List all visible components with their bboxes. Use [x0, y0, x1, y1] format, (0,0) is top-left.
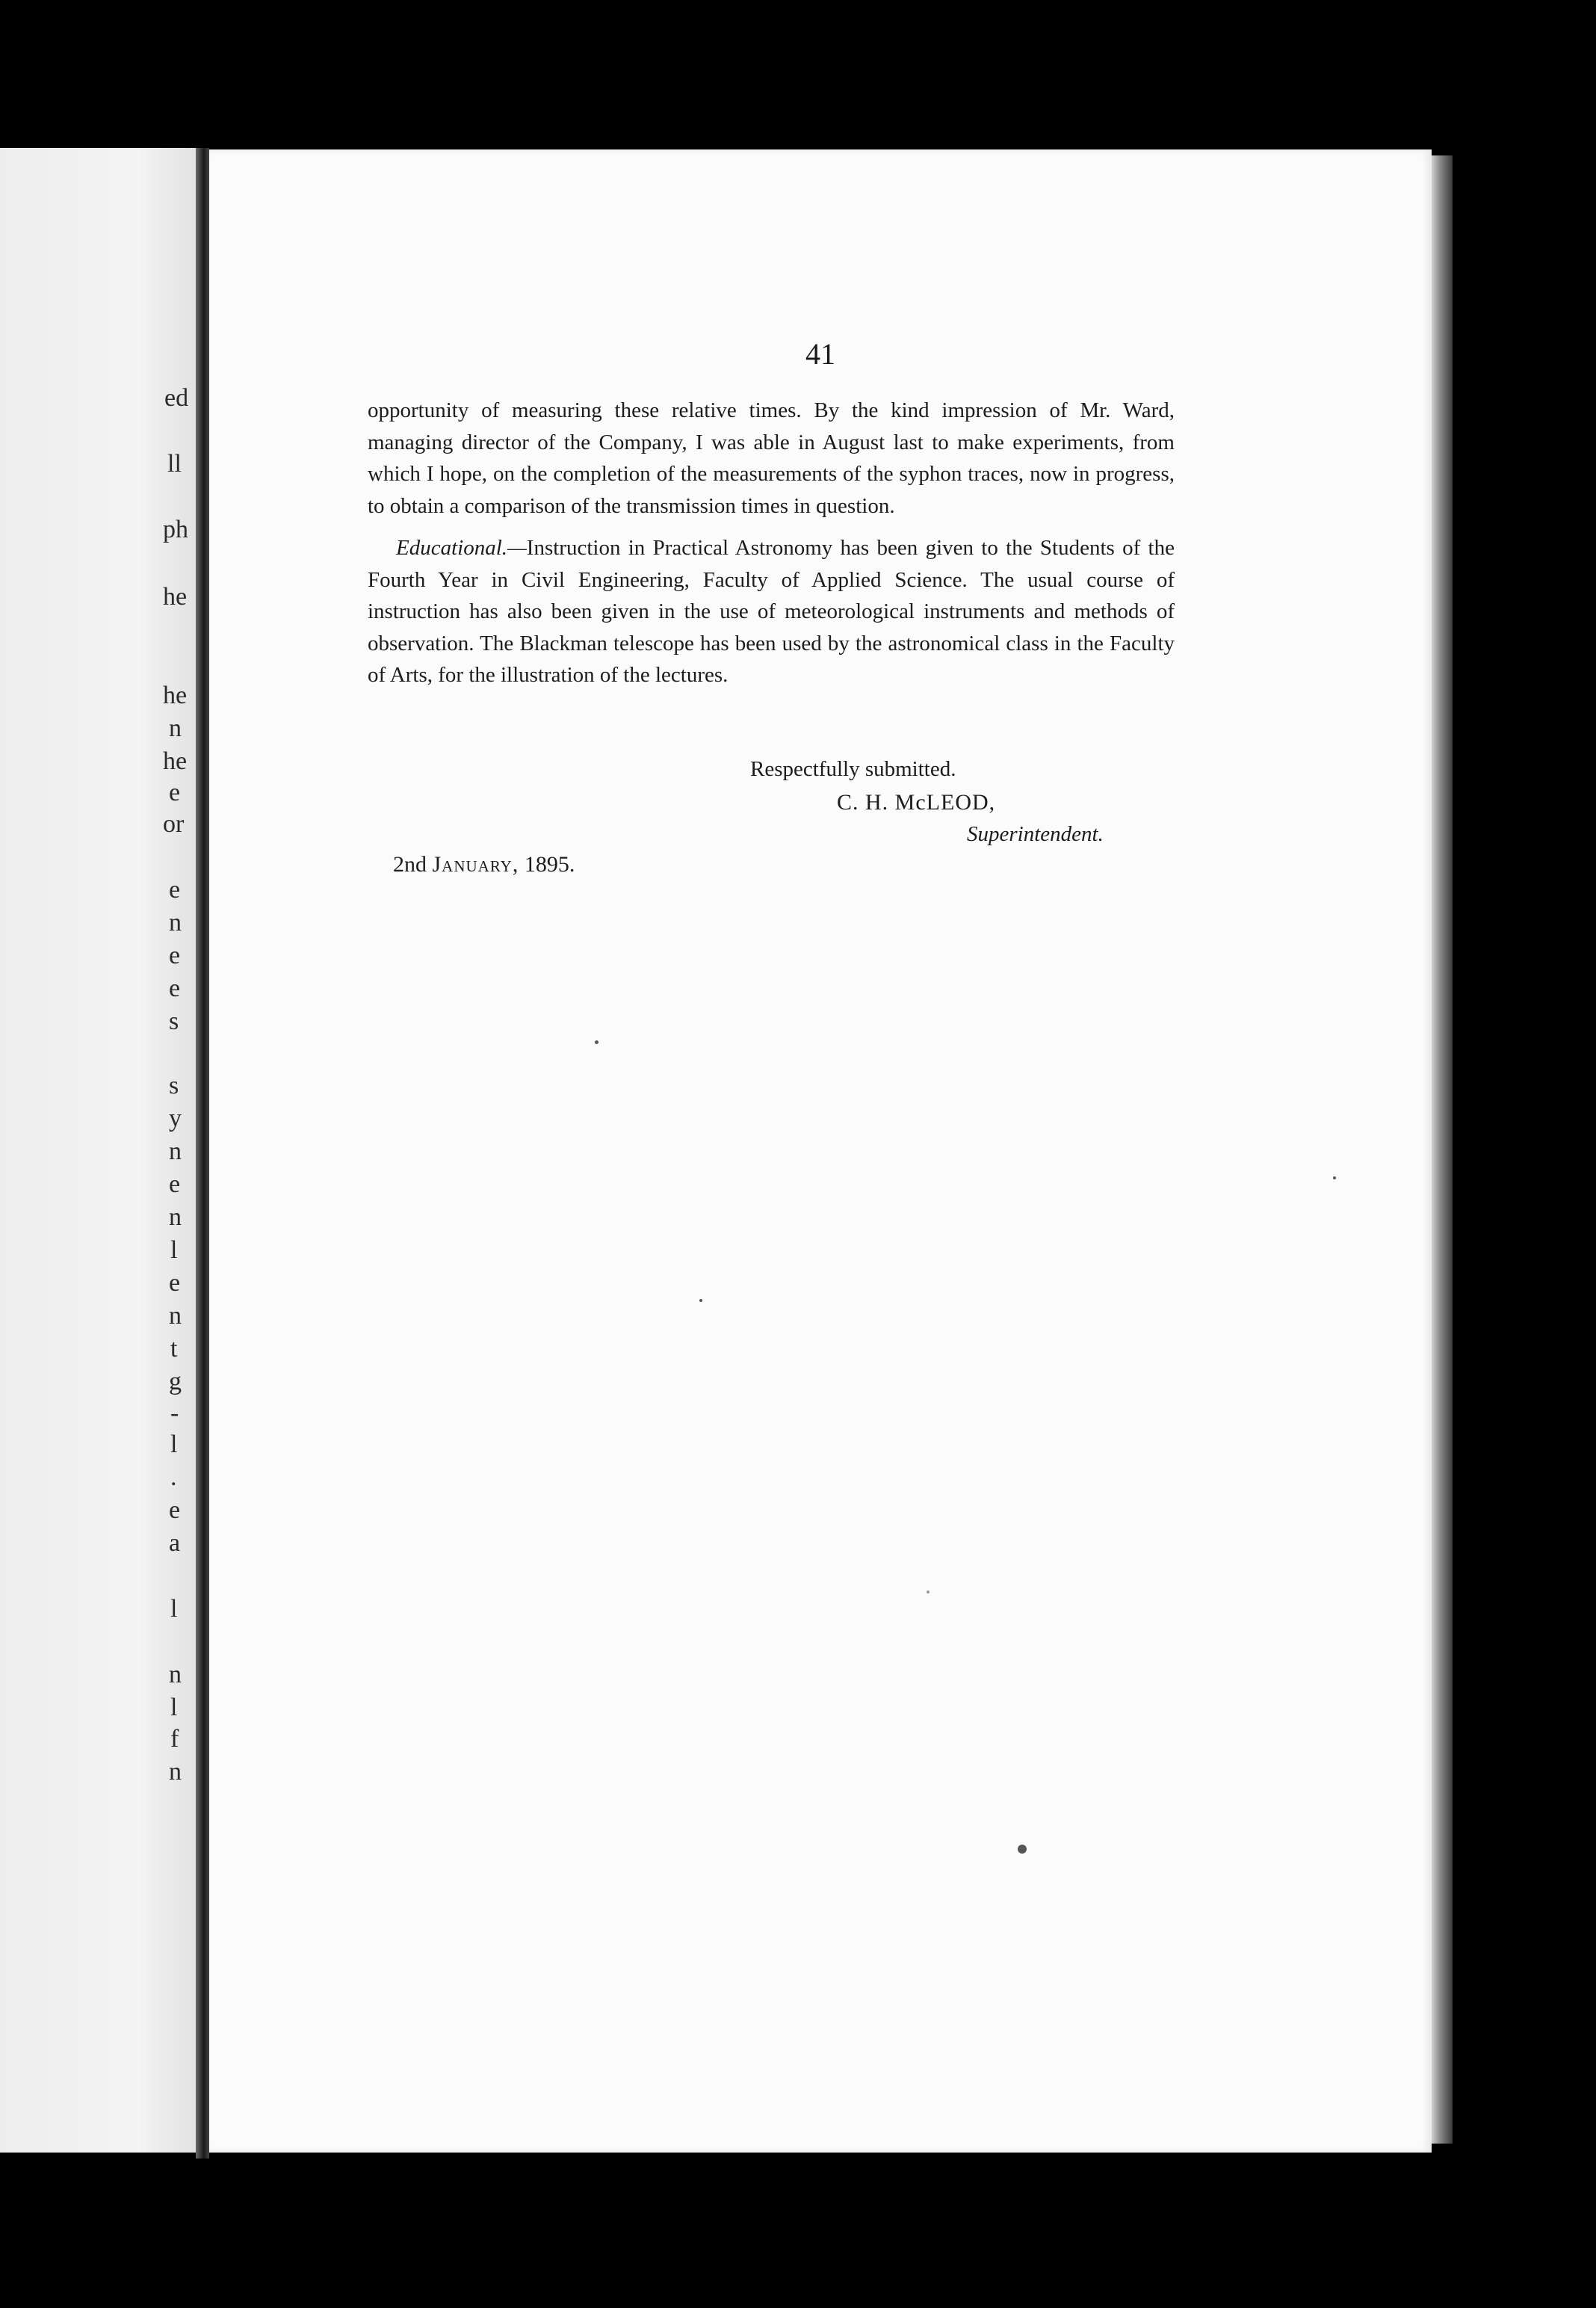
left-page-fragment: a: [169, 1529, 181, 1557]
scan-speck: [1018, 1845, 1027, 1854]
left-page-fragment: or: [163, 810, 185, 838]
left-page-fragment: e: [169, 876, 181, 904]
left-page-fragment: e: [169, 942, 181, 969]
educational-heading: Educational.—: [396, 536, 527, 560]
left-page-fragment: n: [169, 1203, 182, 1231]
educational-text: Instruction in Practical Astronomy has been given to the Students of the Fourth Year in Civil Engineering, Faculty of Applied Science. The usual course of instruction has also been given in the use of meteorological instruments and methods of observation. The Blackman telescope has been used by the astronomical class in the Faculty of Arts, for the illustration of the lectures.: [368, 536, 1175, 687]
body-text: [368, 395, 1175, 691]
left-page-fragment: he: [163, 682, 188, 709]
left-page-fragment: s: [169, 1072, 179, 1099]
scan-speck: [595, 1040, 598, 1044]
left-page-fragment: y: [169, 1105, 182, 1132]
main-page: [209, 149, 1432, 2153]
left-page-fragment: n: [169, 1138, 182, 1165]
left-page-fragment: e: [169, 1496, 181, 1524]
date-line: [393, 852, 575, 877]
page-edge: [1432, 155, 1453, 2144]
date-day: 2nd: [393, 852, 427, 877]
closing-respectfully: Respectfully submitted.: [750, 757, 956, 781]
left-page-fragment: e: [169, 1269, 181, 1297]
left-page-fragment: n: [169, 1758, 182, 1786]
left-page-fragment: l: [170, 1236, 178, 1264]
left-page-fragment: e: [169, 975, 181, 1002]
left-page-fragment: -: [170, 1399, 179, 1427]
date-year: 1895.: [524, 852, 575, 877]
left-page-fragment: l: [170, 1431, 178, 1458]
left-page-fragment: l: [170, 1694, 178, 1721]
left-page-fragment: f: [170, 1725, 179, 1753]
left-page-fragment: n: [169, 909, 182, 937]
left-page-fragment: g: [169, 1368, 182, 1395]
left-page-fragment: ll: [167, 450, 182, 478]
scan-speck: [927, 1590, 930, 1593]
left-page-fragment: t: [170, 1335, 178, 1363]
signatory-title: Superintendent.: [967, 822, 1104, 846]
book-gutter: [196, 148, 209, 2159]
left-page-fragment: ed: [164, 384, 189, 412]
left-page-fragment: l: [170, 1595, 178, 1623]
left-facing-page: [0, 148, 196, 2153]
left-page-fragment: e: [169, 779, 181, 806]
left-page-fragment: he: [163, 747, 188, 775]
scan-speck: [1333, 1176, 1336, 1179]
paragraph-educational: [368, 532, 1175, 691]
left-page-fragment: .: [170, 1463, 177, 1491]
left-page-fragment: ph: [163, 516, 188, 543]
page-number: 41: [805, 337, 835, 371]
date-month: January,: [432, 852, 519, 877]
left-page-fragment: n: [169, 1302, 182, 1330]
left-page-fragment: n: [169, 1661, 182, 1688]
left-page-fragment: e: [169, 1170, 181, 1198]
signatory-name: C. H. McLEOD,: [837, 790, 996, 815]
scan-speck: [699, 1299, 702, 1302]
left-page-fragment: n: [169, 715, 182, 742]
left-page-fragment: he: [163, 583, 188, 611]
left-page-fragment: s: [169, 1008, 179, 1035]
paragraph-opportunity: opportunity of measuring these relative times. By the kind impression of Mr. Ward, managing director of the Company, I was able in August last to make experiments, from which I hope, on the completion of the measurements of the syphon traces, now in progress, to obtain a comparison of the transmission times in question.: [368, 398, 1175, 518]
